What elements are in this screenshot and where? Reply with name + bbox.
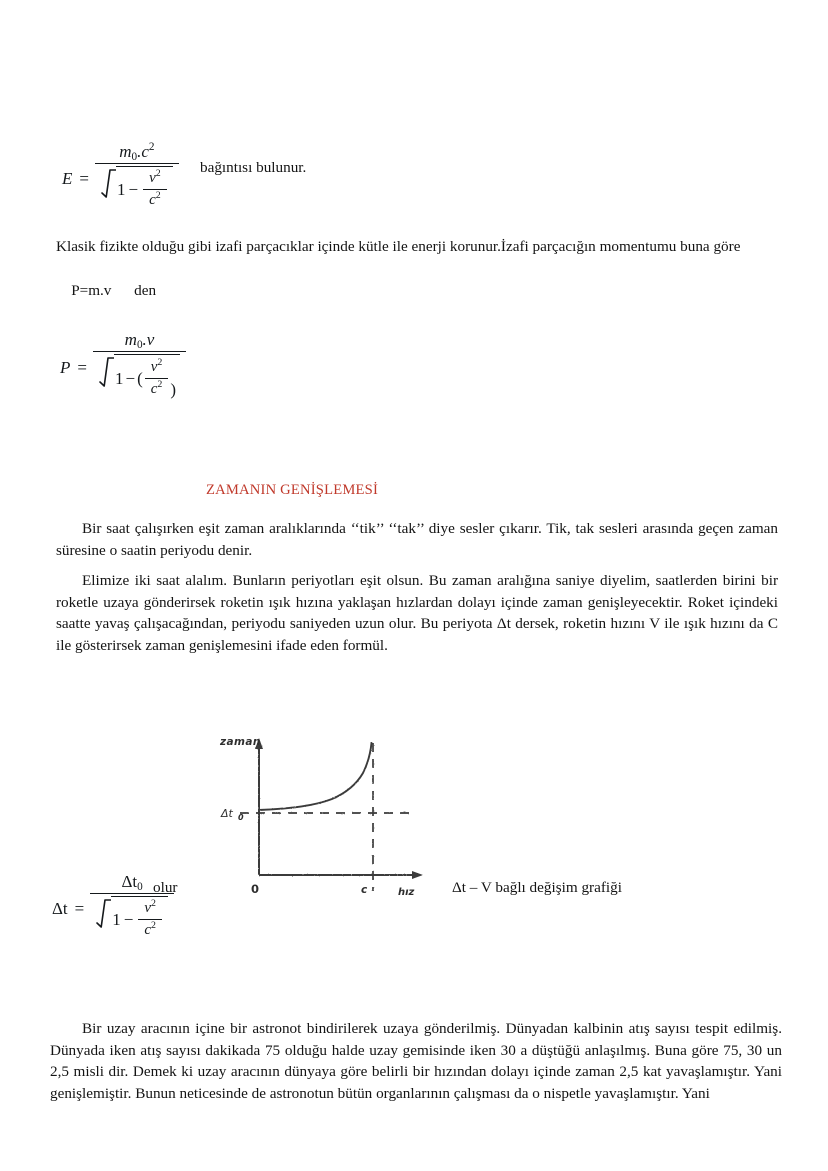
figure-caption: Δt – V bağlı değişim grafiği	[452, 879, 622, 896]
energy-radical	[101, 166, 173, 212]
momentum-paren-close: )	[170, 380, 177, 399]
time-dilation-radicand-minus: −	[123, 909, 134, 929]
momentum-radicand-one: 1	[114, 368, 124, 388]
relativistic-energy-formula	[62, 142, 181, 216]
momentum-inner-num-exp: 2	[157, 357, 163, 369]
energy-radicand-one: 1	[116, 179, 126, 199]
momentum-lhs: P	[60, 358, 71, 378]
energy-inner-den	[143, 190, 167, 209]
momentum-definition-text: P=m.v den	[71, 281, 157, 299]
momentum-radicand	[114, 354, 180, 402]
momentum-num-m: m	[124, 330, 137, 349]
paragraph-momentum-intro-line1: Klasik fizikte olduğu gibi izafi parçacıklar içinde kütle ile enerji korunur.İzafi parçacığın momentumu buna göre	[56, 238, 741, 255]
paragraph-clock-definition	[56, 518, 778, 561]
momentum-inner-den-exp: 2	[157, 378, 163, 390]
momentum-inner-num-v: v	[150, 359, 158, 376]
momentum-numerator	[93, 330, 186, 352]
momentum-denominator	[93, 352, 186, 407]
paragraph-two-clocks	[56, 570, 778, 656]
energy-inner-num-v: v	[149, 170, 156, 187]
time-dilation-inner-den-c: c	[144, 921, 152, 938]
momentum-radicand-minus: −	[125, 368, 136, 388]
momentum-inner-den	[145, 379, 169, 398]
paragraph-momentum-intro-line2	[56, 258, 778, 323]
time-dilation-chart	[218, 725, 438, 905]
paragraph-two-clocks-text: Elimize iki saat alalım. Bunların periyotları eşit olsun. Bu zaman aralığına saniye diyelim, saatlerden birini bir roketle uzaya gönderirsek roketin ışık hızına yaklaşan hızlardan dolayı içinde zaman genişleyecektir. Roket içindeki saatte yavaş çalışacağından, periyodu saniyeden uzun olur. Bu periyota Δt dersek, roketin hızını V ile ışık hızını da C ile gösterirsek zaman genişlemesini ifade eden formül.	[56, 572, 778, 654]
momentum-num-m-subscript: 0	[136, 339, 143, 352]
energy-formula-trailing-text: bağıntısı bulunur.	[200, 159, 307, 176]
energy-num-dot-c: .c	[137, 142, 149, 161]
time-dilation-inner-num	[138, 900, 162, 919]
momentum-inner-fraction	[145, 359, 169, 398]
energy-numerator	[95, 142, 179, 164]
x-tick-label-c: c	[361, 884, 368, 896]
energy-lhs: E	[62, 169, 73, 189]
energy-inner-fraction	[143, 170, 167, 209]
time-dilation-radical	[96, 896, 168, 942]
momentum-inner-den-c: c	[150, 380, 158, 397]
time-dilation-inner-num-v: v	[144, 900, 152, 917]
x-axis-arrow-icon	[412, 871, 423, 879]
momentum-num-dot-v: .v	[142, 330, 155, 349]
momentum-equals: =	[77, 358, 87, 378]
relativistic-momentum-formula	[60, 330, 188, 406]
energy-inner-num-exp: 2	[155, 168, 161, 180]
momentum-inner-num	[145, 359, 169, 378]
radical-sign-icon	[96, 896, 111, 942]
energy-inner-den-exp: 2	[155, 189, 161, 201]
y-axis-label-zaman: zaman	[220, 736, 261, 748]
x-tick-label-origin: 0	[251, 882, 260, 896]
paragraph-astronaut	[50, 1018, 782, 1104]
paragraph-clock-text: Bir saat çalışırken eşit zaman aralıklarında ‘‘tik’’ ‘‘tak’’ diye sesler çıkarır. Tik, tak sesleri arasında geçen zaman süresine o saatin periyodu denir.	[56, 520, 778, 559]
section-heading-zamanin-genislemesi: ZAMANIN GENİŞLEMESİ	[206, 482, 379, 498]
energy-equals: =	[79, 169, 89, 189]
momentum-paren-open: (	[137, 368, 143, 388]
paragraph-momentum-intro	[56, 236, 778, 258]
energy-inner-den-c: c	[149, 191, 156, 208]
paragraph-astronaut-text: Bir uzay aracının içine bir astronot bindirilerek uzaya gönderilmiş. Dünyadan kalbinin atış sayısı tespit edilmiş. Dünyada iken atış sayısı dakikada 75 olduğu halde uzay gemisinde iken 30 a düştüğü anlaşılmış. Buna göre 75, 30 un 2,5 misli dir. Demek ki uzay aracının dünyaya göre belirli bir hızından dolayı içinde zaman 2,5 kat yavaşlamıştır. Yani genişlemiştir. Bunun neticesinde de astronotun bütün organlarının çalışması da o nispetle yavaşlamıştır. Yani	[50, 1020, 782, 1102]
time-dilation-num-subscript: 0	[137, 881, 143, 894]
time-dilation-num-dt: Δt	[121, 872, 138, 891]
time-dilation-inner-den-exp: 2	[151, 919, 156, 931]
energy-num-m-subscript: 0	[131, 151, 138, 164]
time-dilation-curve	[259, 743, 372, 810]
momentum-fraction	[93, 330, 186, 406]
time-dilation-inner-fraction	[138, 900, 162, 939]
time-dilation-inner-num-exp: 2	[151, 898, 156, 910]
x-axis-label-hiz: hız	[398, 887, 415, 898]
momentum-radical	[99, 354, 180, 402]
time-dilation-lhs: Δt	[52, 899, 68, 919]
energy-fraction	[95, 142, 179, 216]
time-dilation-graph-figure	[218, 725, 438, 905]
time-dilation-radicand-one: 1	[112, 909, 121, 929]
y-tick-label-dt0-subscript: 0	[238, 813, 244, 822]
time-dilation-equals: =	[74, 899, 85, 919]
time-dilation-denominator	[90, 894, 174, 947]
energy-num-c-exponent: 2	[148, 141, 155, 154]
energy-denominator	[95, 164, 179, 217]
energy-num-m: m	[119, 142, 132, 161]
y-tick-label-dt0: Δt	[221, 807, 233, 820]
time-dilation-inner-den	[138, 920, 162, 939]
energy-radicand	[116, 166, 173, 212]
time-dilation-formula-trailing-text: olur	[153, 879, 178, 896]
energy-radicand-minus: −	[128, 179, 139, 199]
time-dilation-radicand	[111, 896, 168, 942]
radical-sign-icon	[99, 354, 114, 402]
radical-sign-icon	[101, 166, 116, 212]
energy-inner-num	[143, 170, 167, 189]
